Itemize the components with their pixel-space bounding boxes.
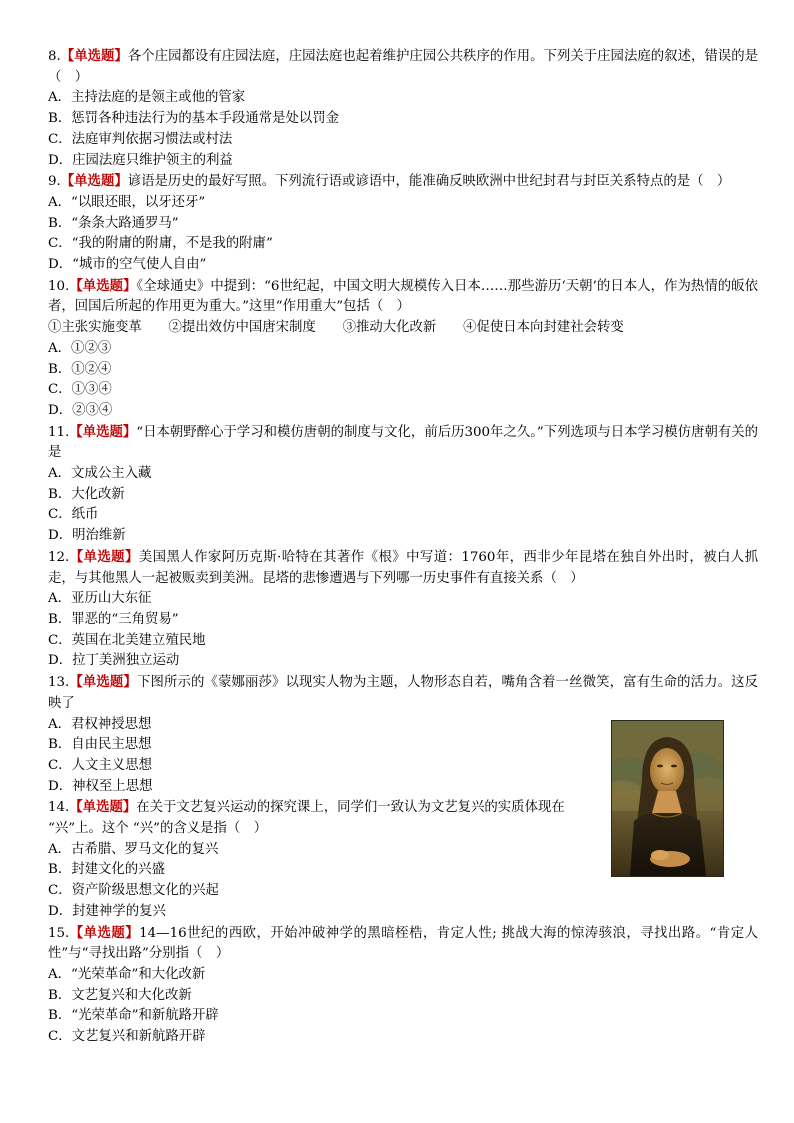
question-type-tag: 【单选题】	[69, 674, 137, 691]
question-8	[48, 46, 758, 171]
question-12	[48, 547, 758, 672]
question-stem	[48, 672, 758, 714]
option-c[interactable]: C．法庭审判依据习惯法或村法	[48, 131, 233, 147]
option-d[interactable]: D．“城市的空气使人自由”	[48, 257, 207, 273]
question-9	[48, 171, 758, 276]
option-b[interactable]: B．大化改新	[48, 486, 125, 502]
option-a[interactable]: A．“以眼还眼，以牙还牙”	[48, 194, 206, 210]
option-a[interactable]: A．“光荣革命”和大化改新	[48, 966, 206, 982]
question-stem	[48, 923, 758, 965]
question-text: 《全球通史》中提到：“6世纪起，中国文明大规模传入日本……那些游历‘天朝’的日本人，作为热情的皈依者，回国后所起的作用更为重大。”这里“作用重大”包括（ ）	[48, 278, 758, 315]
question-type-tag: 【单选题】	[69, 548, 139, 565]
question-number: 15.	[48, 925, 70, 941]
option-b[interactable]: B．文艺复兴和大化改新	[48, 987, 192, 1003]
option-c[interactable]: C．资产阶级思想文化的兴起	[48, 883, 219, 899]
option-c[interactable]: C．“我的附庸的附庸，不是我的附庸”	[48, 236, 273, 252]
option-c[interactable]: C．人文主义思想	[48, 757, 152, 773]
option-d[interactable]: D．神权至上思想	[48, 778, 153, 794]
option-c[interactable]: C．英国在北美建立殖民地	[48, 632, 206, 648]
option-a[interactable]: A．古希腊、罗马文化的复兴	[48, 841, 219, 857]
option-d[interactable]: D．封建神学的复兴	[48, 903, 166, 919]
question-15	[48, 923, 758, 1048]
question-stem	[48, 46, 758, 88]
question-text-continued: “兴”上。这个 “兴”的含义是指（ ）	[48, 821, 268, 837]
option-a[interactable]: A．文成公主入藏	[48, 466, 152, 482]
question-stem	[48, 547, 758, 589]
question-number: 14.	[48, 800, 70, 816]
question-text: 谚语是历史的最好写照。下列流行语或谚语中，能准确反映欧洲中世纪封君与封臣关系特点的是（ ）	[127, 174, 731, 190]
option-c[interactable]: C．文艺复兴和新航路开辟	[48, 1029, 206, 1045]
question-number: 11.	[48, 424, 70, 440]
statement-list: ①主张实施变革 ②提出效仿中国唐宋制度 ③推动大化改新 ④促使日本向封建社会转变	[48, 320, 624, 336]
option-a[interactable]: A．君权神授思想	[48, 716, 152, 732]
question-stem	[48, 171, 758, 193]
question-10	[48, 276, 758, 422]
option-a[interactable]: A．①②③	[48, 340, 112, 356]
option-b[interactable]: B．封建文化的兴盛	[48, 862, 165, 878]
question-text: 各个庄园都设有庄园法庭，庄园法庭也起着维护庄园公共秩序的作用。下列关于庄园法庭的叙述，错误的是（ ）	[48, 49, 759, 85]
question-text: 14—16世纪的西欧，开始冲破神学的黑暗桎梏，肯定人性; 挑战大海的惊涛骇浪，寻找出路。“肯定人性”与“寻找出路”分别指（ ）	[48, 925, 758, 962]
question-type-tag: 【单选题】	[60, 48, 128, 64]
option-d[interactable]: D．拉丁美洲独立运动	[48, 653, 180, 669]
option-a[interactable]: A．主持法庭的是领主或他的管家	[48, 90, 246, 106]
question-text: 美国黑人作家阿历克斯·哈特在其著作《根》中写道：1760年，西非少年昆塔在独自外出时，被白人抓走，与其他黑人一起被贩卖到美洲。昆塔的悲惨遭遇与下列哪一历史事件有直接关系（ ）	[48, 549, 758, 586]
question-number: 10.	[48, 278, 70, 294]
question-type-tag: 【单选题】	[69, 277, 137, 294]
option-b[interactable]: B．“条条大路通罗马”	[48, 215, 179, 231]
option-c[interactable]: C．①③④	[48, 382, 112, 398]
question-number: 13.	[48, 675, 70, 691]
question-number: 8.	[48, 49, 61, 64]
question-number: 12.	[48, 549, 70, 565]
question-text: 下图所示的《蒙娜丽莎》以现实人物为主题，人物形态自若，嘴角含着一丝微笑，富有生命的活力。这反映了	[48, 675, 759, 711]
option-b[interactable]: B．惩罚各种违法行为的基本手段通常是处以罚金	[48, 111, 340, 127]
question-11	[48, 422, 758, 547]
question-type-tag: 【单选题】	[60, 173, 128, 190]
question-text: 在关于文艺复兴运动的探究课上，同学们一致认为文艺复兴的实质体现在	[136, 800, 565, 816]
question-type-tag: 【单选题】	[69, 423, 137, 440]
question-list	[48, 46, 758, 1048]
mona-lisa-painting	[611, 720, 724, 877]
option-d[interactable]: D．②③④	[48, 402, 113, 418]
option-b[interactable]: B．自由民主思想	[48, 737, 152, 753]
question-type-tag: 【单选题】	[69, 799, 137, 816]
option-b-second[interactable]: B．“光荣革命”和新航路开辟	[48, 1008, 219, 1024]
question-type-tag: 【单选题】	[69, 924, 140, 941]
option-c[interactable]: C．纸币	[48, 507, 99, 523]
question-number: 9.	[48, 174, 61, 190]
option-d[interactable]: D．明治维新	[48, 528, 126, 544]
question-stem	[48, 422, 758, 464]
option-d[interactable]: D．庄园法庭只维护领主的利益	[48, 152, 233, 168]
option-a[interactable]: A．亚历山大东征	[48, 591, 152, 607]
option-b[interactable]: B．罪恶的“三角贸易”	[48, 611, 179, 627]
question-stem	[48, 276, 758, 318]
question-text: “日本朝野醉心于学习和模仿唐朝的制度与文化，前后历300年之久。”下列选项与日本学习模仿唐朝有关的是	[48, 424, 759, 461]
option-b[interactable]: B．①②④	[48, 361, 112, 377]
